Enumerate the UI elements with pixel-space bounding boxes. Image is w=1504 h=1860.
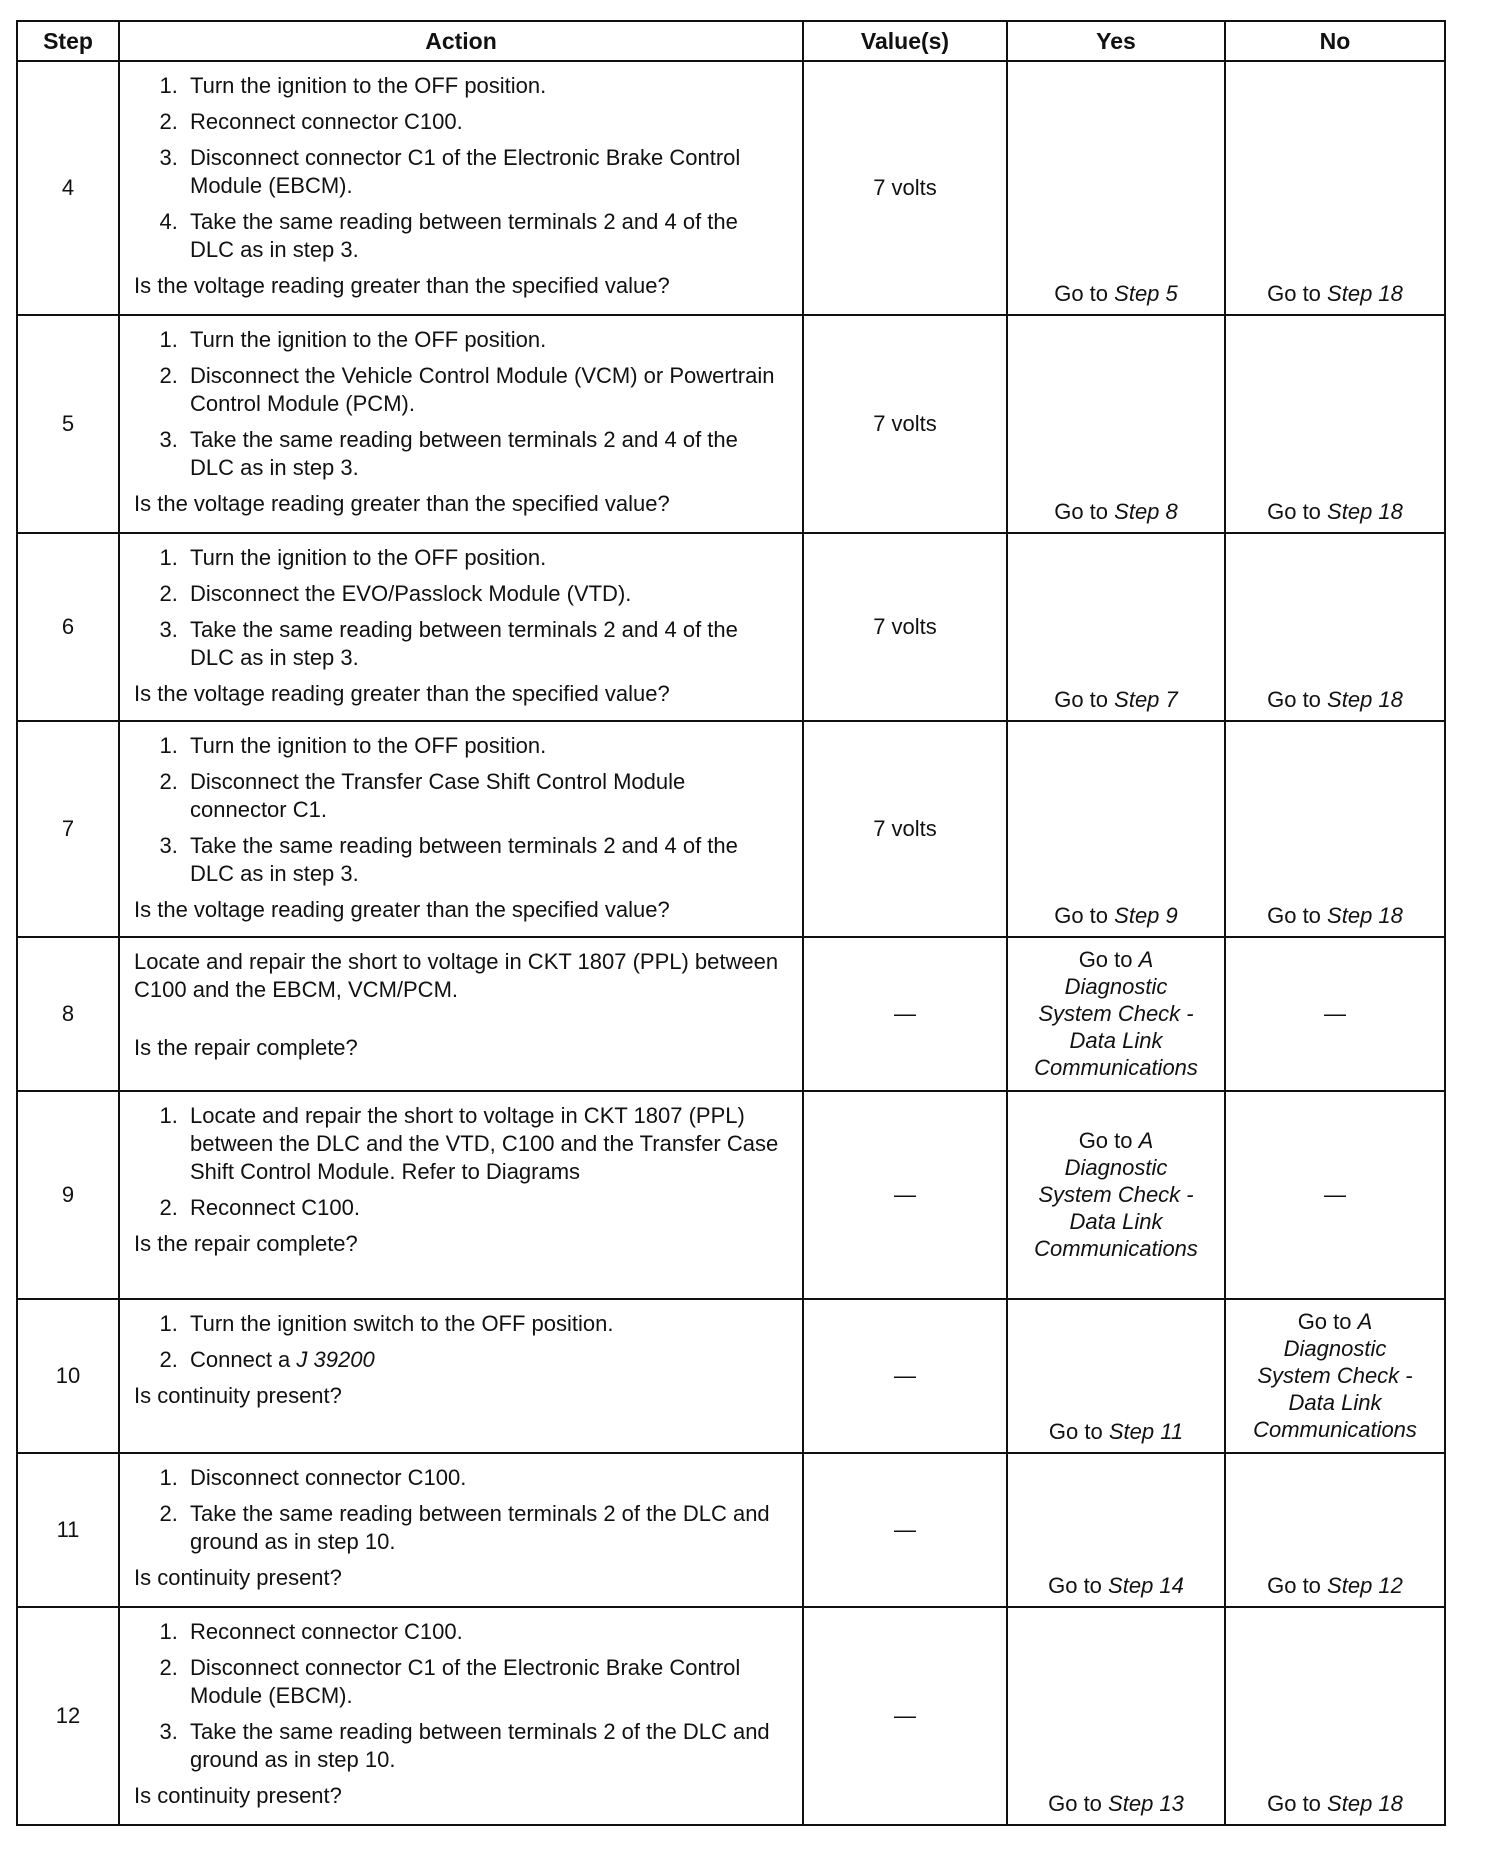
step-number: 4 [17,61,119,315]
action-cell [119,1607,803,1825]
action-step-item: 1. Disconnect connector C100. [184,1464,786,1492]
yes-cell [1007,533,1225,721]
ref-a: A [1357,1309,1373,1334]
yes-cell [1007,315,1225,533]
no-cell [1225,1453,1445,1607]
step-number: 11 [17,1453,119,1607]
yes-cell [1007,937,1225,1091]
action-steps [134,1618,786,1774]
connect-text: Connect a [190,1347,291,1372]
goto-link[interactable] [1054,903,1178,928]
step-number: 6 [17,533,119,721]
ref-line: Diagnostic [1064,1155,1168,1180]
step-number: 12 [17,1607,119,1825]
action-cell [119,1453,803,1607]
goto-prefix: Go to [1267,687,1321,712]
header-no: No [1225,21,1445,61]
table-row-step-12 [17,1607,1445,1825]
action-cell [119,721,803,937]
ref-a: A [1138,947,1154,972]
goto-link[interactable] [1054,499,1178,524]
action-step-item: 2. Take the same reading between terminals 2 of the DLC and ground as in step 10. [184,1500,786,1556]
diagnostic-check-link[interactable] [1253,1308,1417,1443]
yes-cell [1007,1299,1225,1453]
header-yes: Yes [1007,21,1225,61]
action-step-item: 2. Reconnect C100. [184,1194,786,1222]
action-cell [119,533,803,721]
action-step-item [184,1346,786,1374]
goto-target: Step 13 [1108,1791,1184,1816]
action-step-item: 3. Take the same reading between terminals 2 and 4 of the DLC as in step 3. [184,426,786,482]
goto-link[interactable] [1048,1573,1184,1598]
action-question: Is continuity present? [134,1383,342,1408]
goto-link[interactable] [1267,687,1403,712]
action-step-item: 1. Turn the ignition switch to the OFF position. [184,1310,786,1338]
goto-prefix: Go to [1048,1791,1102,1816]
table-row-step-10 [17,1299,1445,1453]
value-cell: — [803,1299,1007,1453]
goto-target: Step 5 [1114,281,1178,306]
table-row-step-8 [17,937,1445,1091]
goto-prefix: Go to [1048,1573,1102,1598]
value-cell: — [803,1607,1007,1825]
table-row-step-7 [17,721,1445,937]
no-cell [1225,533,1445,721]
action-steps [134,1310,786,1374]
ref-line: Diagnostic [1064,974,1168,999]
goto-prefix: Go to [1054,903,1109,928]
action-step-item: 3. Take the same reading between terminals 2 and 4 of the DLC as in step 3. [184,832,786,888]
value-cell: — [803,937,1007,1091]
goto-link[interactable] [1049,1419,1183,1444]
goto-target: Step 14 [1108,1573,1184,1598]
goto-target: Step 18 [1327,903,1403,928]
ref-line: Data Link [1288,1390,1382,1415]
action-question: Is the voltage reading greater than the specified value? [134,897,670,922]
action-step-item: 3. Take the same reading between terminals 2 and 4 of the DLC as in step 3. [184,616,786,672]
goto-link[interactable] [1267,281,1403,306]
header-row [17,21,1445,61]
no-cell: — [1225,1091,1445,1299]
action-question: Is the voltage reading greater than the specified value? [134,273,670,298]
goto-link[interactable] [1054,281,1178,306]
no-cell [1225,1607,1445,1825]
ref-line: Communications [1253,1417,1417,1442]
goto-prefix: Go to [1267,281,1321,306]
tool-number: J 39200 [296,1347,375,1372]
action-step-item: 2. Disconnect connector C1 of the Electronic Brake Control Module (EBCM). [184,1654,786,1710]
value-cell: — [803,1453,1007,1607]
goto-prefix: Go to [1267,1791,1321,1816]
action-step-item: 2. Disconnect the Transfer Case Shift Control Module connector C1. [184,768,786,824]
no-cell [1225,315,1445,533]
goto-target: Step 11 [1108,1419,1184,1444]
yes-cell [1007,1091,1225,1299]
goto-link[interactable] [1048,1791,1184,1816]
goto-target: Step 12 [1327,1573,1403,1598]
goto-prefix: Go to [1078,1128,1133,1153]
value-cell: 7 volts [803,721,1007,937]
table-row-step-5 [17,315,1445,533]
goto-target: Step 9 [1114,903,1178,928]
ref-a: A [1138,1128,1154,1153]
header-action: Action [119,21,803,61]
goto-prefix: Go to [1054,499,1109,524]
ref-line: System Check - [1038,1182,1194,1207]
action-question: Is the repair complete? [134,1231,358,1256]
goto-target: Step 18 [1327,687,1403,712]
goto-link[interactable] [1267,1791,1403,1816]
value-cell: 7 volts [803,533,1007,721]
step-number: 8 [17,937,119,1091]
goto-prefix: Go to [1078,947,1133,972]
action-cell [119,1299,803,1453]
action-steps [134,1464,786,1556]
action-steps [134,72,786,264]
ref-line: System Check - [1257,1363,1413,1388]
goto-target: Step 18 [1327,499,1403,524]
action-step-item: 3. Disconnect connector C1 of the Electronic Brake Control Module (EBCM). [184,144,786,200]
diagnostic-check-link[interactable] [1034,946,1198,1081]
action-step-item: 2. Reconnect connector C100. [184,108,786,136]
goto-prefix: Go to [1267,499,1321,524]
table-row-step-9 [17,1091,1445,1299]
no-cell [1225,721,1445,937]
action-step-item: 2. Disconnect the Vehicle Control Module (VCM) or Powertrain Control Module (PCM). [184,362,786,418]
header-values: Value(s) [803,21,1007,61]
value-cell: 7 volts [803,315,1007,533]
goto-target: Step 18 [1327,281,1403,306]
goto-link[interactable] [1267,1573,1403,1598]
action-cell [119,937,803,1091]
action-steps [134,326,786,482]
action-step-item: 1. Reconnect connector C100. [184,1618,786,1646]
diagnostic-check-link[interactable] [1034,1127,1198,1262]
yes-cell [1007,1607,1225,1825]
action-steps [134,1102,786,1222]
action-question: Is the repair complete? [134,1035,358,1060]
action-cell [119,1091,803,1299]
spacer [134,1014,786,1034]
action-step-item: 3. Take the same reading between terminals 2 of the DLC and ground as in step 10. [184,1718,786,1774]
goto-prefix: Go to [1048,1419,1103,1444]
goto-link[interactable] [1267,903,1403,928]
goto-prefix: Go to [1267,903,1321,928]
action-question: Is the voltage reading greater than the specified value? [134,681,670,706]
action-step-item: 1. Locate and repair the short to voltage in CKT 1807 (PPL) between the DLC and the VTD, C100 and the Transfer Case Shift Control Module. Refer to Diagrams [184,1102,786,1186]
action-step-item: 1. Turn the ignition to the OFF position. [184,72,786,100]
yes-cell [1007,61,1225,315]
table-row-step-11 [17,1453,1445,1607]
goto-target: Step 8 [1114,499,1178,524]
goto-prefix: Go to [1297,1309,1352,1334]
action-cell [119,315,803,533]
action-question: Is continuity present? [134,1783,342,1808]
diagnostic-table [16,20,1446,1826]
action-cell [119,61,803,315]
action-question: Is continuity present? [134,1565,342,1590]
header-step: Step [17,21,119,61]
action-lead: Locate and repair the short to voltage in CKT 1807 (PPL) between C100 and the EBCM, VCM/PCM. [134,949,779,1002]
step-number: 5 [17,315,119,533]
goto-target: Step 18 [1327,1791,1403,1816]
action-step-item: 2. Disconnect the EVO/Passlock Module (VTD). [184,580,786,608]
action-step-item: 4. Take the same reading between terminals 2 and 4 of the DLC as in step 3. [184,208,786,264]
action-step-item: 1. Turn the ignition to the OFF position. [184,732,786,760]
action-step-item: 1. Turn the ignition to the OFF position. [184,326,786,354]
yes-cell [1007,721,1225,937]
goto-prefix: Go to [1054,687,1109,712]
goto-target: Step 7 [1114,687,1178,712]
ref-line: Diagnostic [1283,1336,1387,1361]
ref-line: Data Link [1069,1209,1163,1234]
value-cell: 7 volts [803,61,1007,315]
step-number: 10 [17,1299,119,1453]
ref-line: System Check - [1038,1001,1194,1026]
no-cell: — [1225,937,1445,1091]
ref-line: Data Link [1069,1028,1163,1053]
step-number: 9 [17,1091,119,1299]
goto-link[interactable] [1054,687,1178,712]
step-number: 7 [17,721,119,937]
goto-link[interactable] [1267,499,1403,524]
no-cell [1225,1299,1445,1453]
table-row-step-4 [17,61,1445,315]
action-steps [134,544,786,672]
yes-cell [1007,1453,1225,1607]
no-cell [1225,61,1445,315]
ref-line: Communications [1034,1236,1198,1261]
table-row-step-6 [17,533,1445,721]
action-step-item: 1. Turn the ignition to the OFF position. [184,544,786,572]
action-question: Is the voltage reading greater than the specified value? [134,491,670,516]
action-steps [134,732,786,888]
goto-prefix: Go to [1054,281,1109,306]
value-cell: — [803,1091,1007,1299]
ref-line: Communications [1034,1055,1198,1080]
goto-prefix: Go to [1267,1573,1321,1598]
